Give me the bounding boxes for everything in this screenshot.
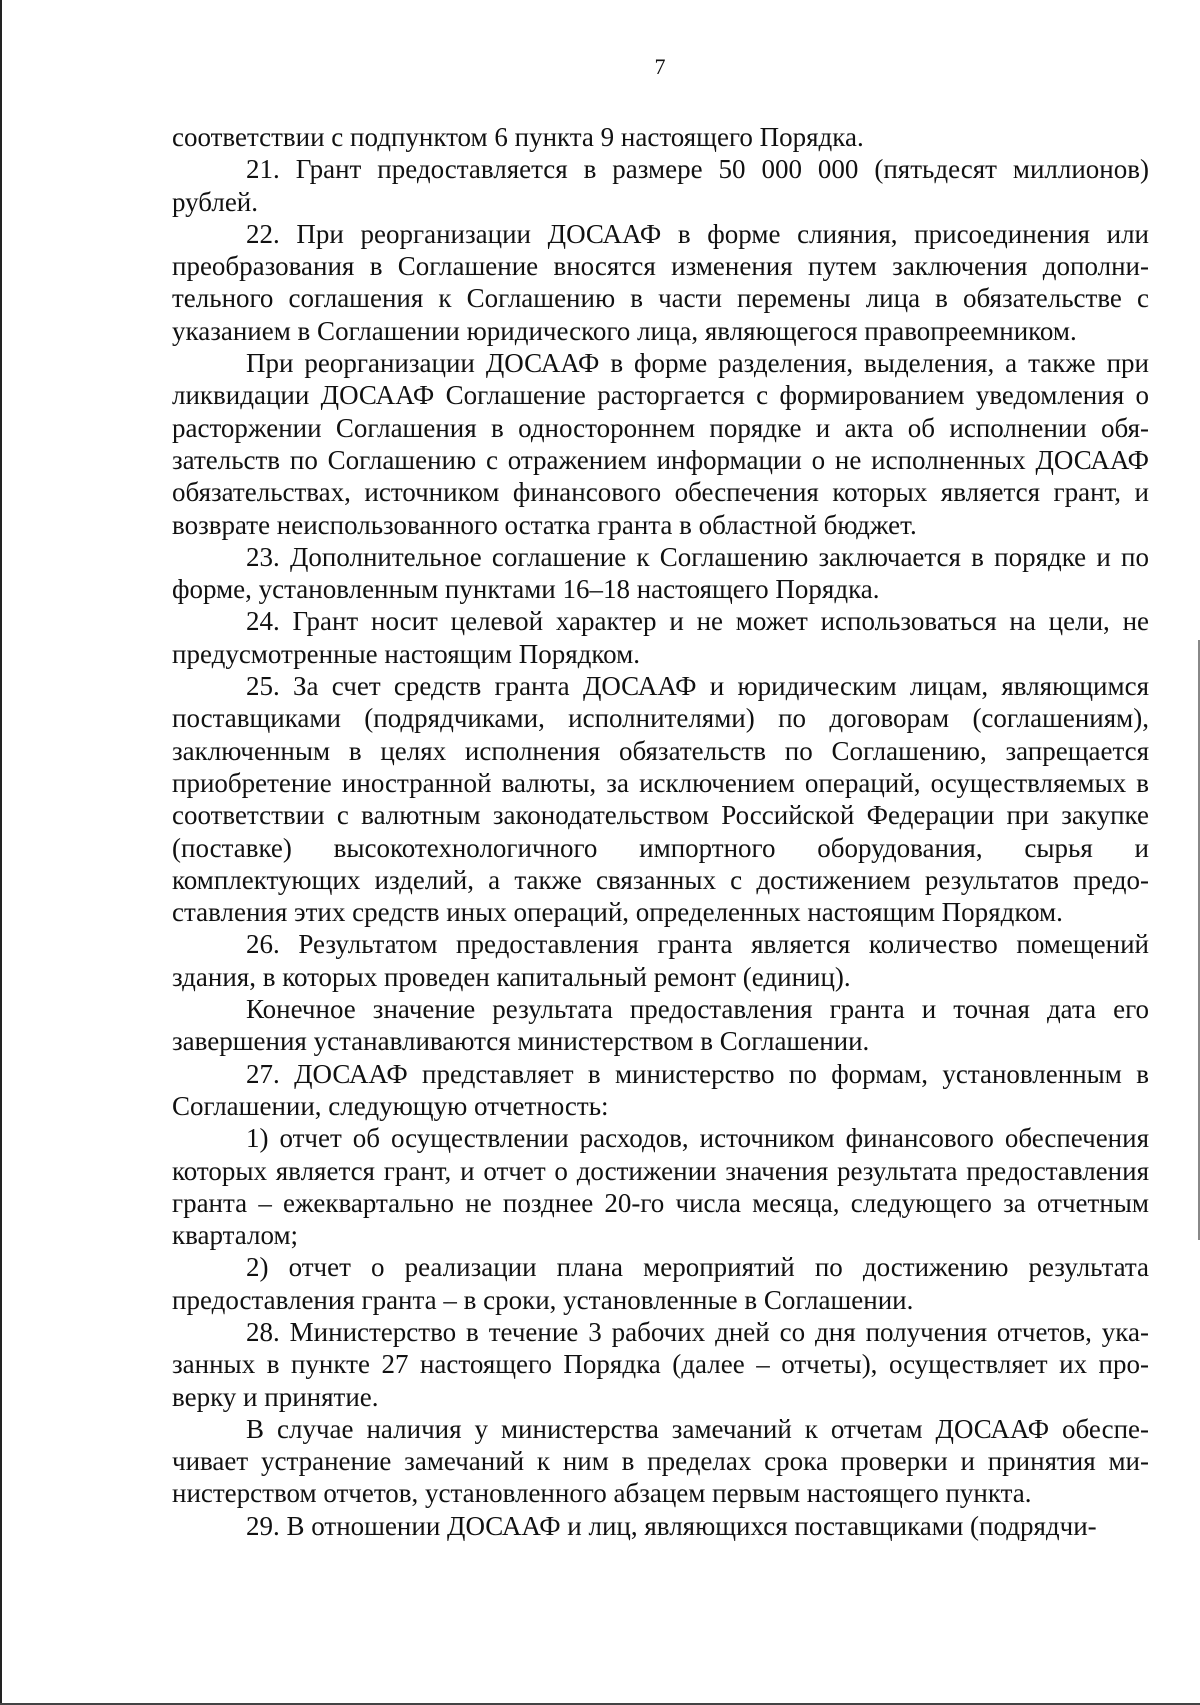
paragraph-26: 26. Результатом предоставления гранта является количество помещений здания, в которых проведен капитальный ремонт (единиц). [172,929,1149,992]
paragraph-25: 25. За счет средств гранта ДОСААФ и юридическим лицам, являющимся поставщиками (подрядчиками, исполнителями) по договорам (соглашениям), заключенным в целях исполнения обязательств по Соглашению, запрещается приобретение иностранной валюты, за исключением операций, осуществляемых в соответствии с валютным законодательством Российской Федерации при закупке (поставке) высокотехнологичного импортного оборудования, сырья и комплектующих изделий, а также связанных с достижением результатов предоставления этих средств иных операций, определенных настоящим Порядком. [172,671,1149,928]
paragraph-22-second: При реорганизации ДОСААФ в форме разделения, выделения, а также при ликвидации ДОСААФ Соглашение расторгается с формированием уведомления о расторжении Соглашения в одностороннем порядке и акта об исполнении обязательств по Соглашению с отражением информации о не исполненных ДОСААФ обязательствах, источником финансового обеспечения которых является грант, и возврате неиспользованного остатка гранта в областной бюджет. [172,348,1149,540]
paragraph-22: 22. При реорганизации ДОСААФ в форме слияния, присоединения или преобразования в Соглашение вносятся изменения путем заключения дополнительного соглашения к Соглашению в части перемены лица в обязательстве с указанием в Соглашении юридического лица, являющегося правопреемником. [172,218,1149,346]
scan-edge-left [0,0,2,1705]
paragraph-24: 24. Грант носит целевой характер и не может использоваться на цели, не предусмотренные настоящим Порядком. [172,606,1149,669]
paragraph-27-item-1: 1) отчет об осуществлении расходов, источником финансового обеспечения которых является грант, и отчет о достижении значения результата предоставления гранта – ежеквартально не позднее 20-го числа месяца, следующего за отчетным кварталом; [172,1123,1149,1251]
document-body [172,121,1149,1542]
paragraph-continuation: соответствии с подпунктом 6 пункта 9 настоящего Порядка. [172,122,864,152]
paragraph-27: 27. ДОСААФ представляет в министерство по формам, установленным в Соглашении, следующую отчетность: [172,1058,1149,1121]
paragraph-28: 28. Министерство в течение 3 рабочих дней со дня получения отчетов, указанных в пункте 27 настоящего Порядка (далее – отчеты), осуществляет их проверку и принятие. [172,1316,1149,1412]
paragraph-26-second: Конечное значение результата предоставления гранта и точная дата его завершения устанавливаются министерством в Соглашении. [172,994,1149,1057]
paragraph-21: 21. Грант предоставляется в размере 50 000 000 (пятьдесят миллионов) рублей. [172,154,1149,217]
paragraph-27-item-2: 2) отчет о реализации плана мероприятий по достижению результата предоставления гранта – в сроки, установленные в Соглашении. [172,1252,1149,1315]
paragraph-29: 29. В отношении ДОСААФ и лиц, являющихся поставщиками (подрядчи- [246,1510,1097,1541]
paragraph-28-second: В случае наличия у министерства замечаний к отчетам ДОСААФ обеспечивает устранение замечаний к ним в пределах срока проверки и принятия министерством отчетов, установленного абзацем первым настоящего пункта. [172,1413,1149,1509]
page-number: 7 [654,54,666,79]
paragraph-23: 23. Дополнительное соглашение к Соглашению заключается в порядке и по форме, установленным пунктами 16–18 настоящего Порядка. [172,541,1149,605]
